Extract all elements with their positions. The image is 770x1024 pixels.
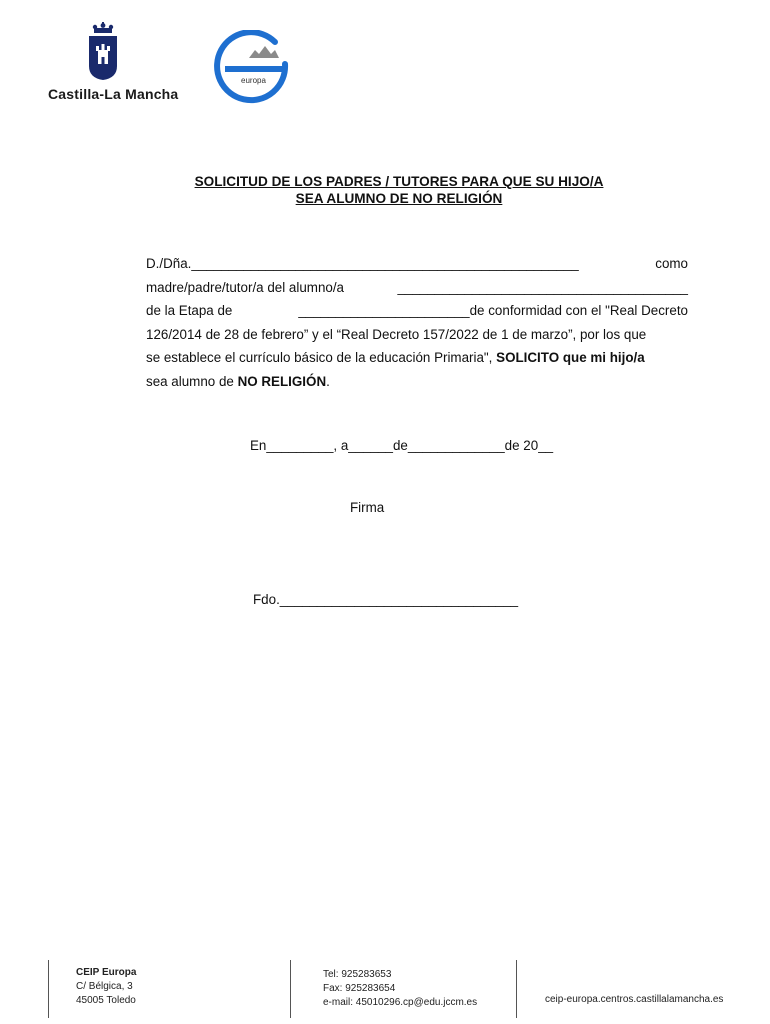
text-period: . [326, 373, 330, 389]
footer-contact [323, 968, 477, 1010]
website-link[interactable]: ceip-europa.centros.castillalamancha.es [545, 994, 724, 1005]
text-no-religion: NO RELIGIÓN [237, 373, 327, 389]
paragraph-line-2 [146, 276, 688, 300]
text-etapa: de la Etapa de [146, 303, 233, 318]
europa-logo-text: europa [241, 76, 266, 85]
signed-by-line: Fdo.________________________________ [253, 592, 519, 607]
request-paragraph [146, 252, 688, 393]
footer-divider [48, 960, 49, 1018]
email-link[interactable]: e-mail: 45010296.cp@edu.jccm.es [323, 997, 478, 1008]
title-line-2: SEA ALUMNO DE NO RELIGIÓN [295, 191, 503, 206]
text-sea-alumno: sea alumno de [146, 373, 234, 389]
etapa-blank: _______________________de conformidad con el "Real Decreto [298, 303, 688, 318]
castle-crest-icon [86, 22, 120, 82]
paragraph-line-4: 126/2014 de 28 de febrero” y el “Real Decreto 157/2022 de 1 de marzo”, por los que [146, 326, 647, 342]
footer-divider [516, 960, 517, 1018]
fax: Fax: 925283654 [323, 983, 396, 994]
europa-circle-logo-icon [213, 30, 293, 104]
castilla-la-mancha-logo [40, 22, 180, 104]
brand-text: Castilla-La Mancha [48, 86, 179, 102]
paragraph-line-1 [146, 252, 688, 276]
text-curriculo: se establece el currículo básico de la educación Primaria", [146, 350, 493, 365]
date-line: En_________, a______de_____________de 20__ [250, 438, 554, 453]
europa-logo [213, 30, 293, 104]
document-title [100, 173, 698, 207]
paragraph-line-6 [146, 370, 688, 394]
phone: Tel: 925283653 [323, 969, 392, 980]
name-blank: D./Dña.____________________________________________________ [146, 256, 579, 271]
school-name: CEIP Europa [76, 967, 137, 978]
address-city: 45005 Toledo [76, 995, 136, 1006]
title-line-1: SOLICITUD DE LOS PADRES / TUTORES PARA QUE SU HIJO/A [194, 174, 604, 189]
footer [0, 956, 770, 1020]
signature-label: Firma [350, 500, 385, 515]
student-blank: _______________________________________ [397, 279, 688, 295]
text-relation: madre/padre/tutor/a del alumno/a [146, 279, 345, 295]
text-como: como [655, 256, 688, 271]
text-solicito: SOLICITO que mi hijo/a [496, 350, 645, 365]
footer-divider [290, 960, 291, 1018]
address-street: C/ Bélgica, 3 [76, 981, 133, 992]
paragraph-line-3 [146, 299, 688, 323]
footer-address [76, 966, 136, 1008]
paragraph-line-5 [146, 346, 688, 370]
